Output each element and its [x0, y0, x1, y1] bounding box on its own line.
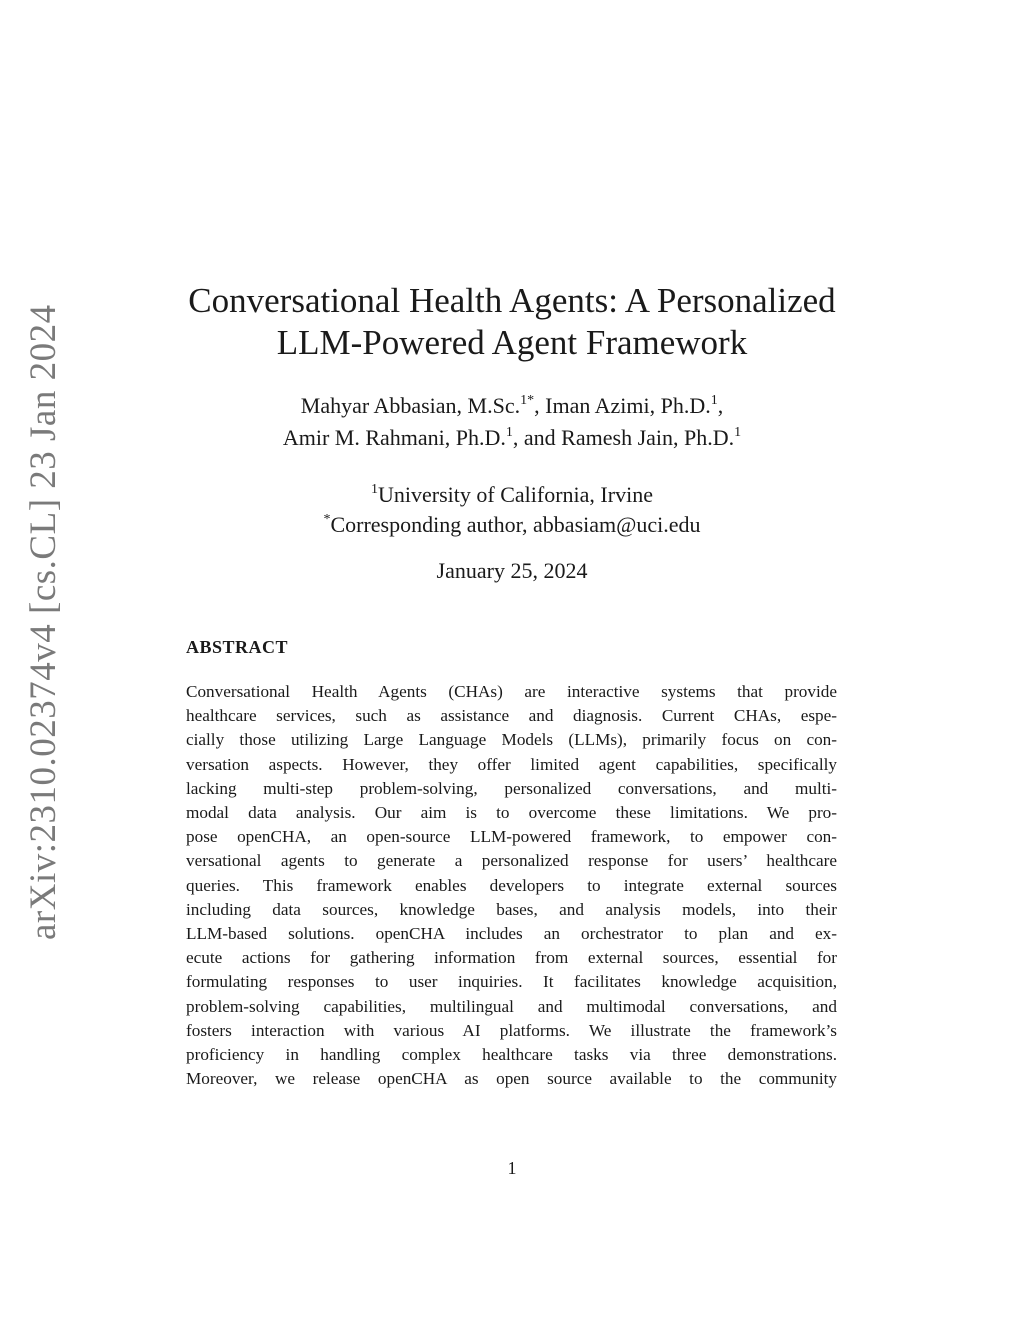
abstract-line: queries. This framework enables developers to integrate external sources: [186, 875, 837, 895]
publication-date: January 25, 2024: [436, 558, 588, 583]
author-line-1: [150, 390, 874, 422]
abstract-line: problem-solving capabilities, multilingual and multimodal conversations, and: [186, 996, 837, 1016]
abstract-line: lacking multi-step problem-solving, personalized conversations, and multi-: [186, 778, 837, 798]
abstract-line: LLM-based solutions. openCHA includes an orchestrator to plan and ex-: [186, 924, 837, 944]
title-line-2: LLM-Powered Agent Framework: [276, 323, 748, 362]
corresponding-author-text: Corresponding author, abbasiam@uci.edu: [330, 512, 701, 537]
abstract-line: proficiency in handling complex healthcare tasks via three demonstrations.: [186, 1045, 837, 1065]
affiliation-mark: 1: [371, 482, 379, 497]
author-line-2: [150, 422, 874, 454]
page-number: 1: [507, 1158, 517, 1178]
paper-title: [150, 280, 874, 364]
abstract-line: formulating responses to user inquiries. It facilitates knowledge acquisition,: [186, 972, 837, 992]
author-affiliation-mark: 1: [710, 393, 718, 408]
author-name: , and Ramesh Jain, Ph.D.: [512, 425, 735, 450]
abstract-line: cially those utilizing Large Language Models (LLMs), primarily focus on con-: [186, 730, 837, 750]
author-separator: ,: [717, 393, 724, 418]
author-affiliation-mark: 1: [734, 425, 742, 440]
abstract-line: pose openCHA, an open-source LLM-powered framework, to empower con-: [186, 827, 837, 847]
corresponding-mark: *: [323, 512, 331, 527]
abstract-line: versation aspects. However, they offer limited agent capabilities, specifically: [186, 754, 837, 774]
abstract-line: healthcare services, such as assistance and diagnosis. Current CHAs, espe-: [186, 706, 837, 726]
title-line-1: Conversational Health Agents: A Personalized: [188, 281, 836, 320]
abstract-line: versational agents to generate a personalized response for users’ healthcare: [186, 851, 837, 871]
abstract-line: including data sources, knowledge bases, and analysis models, into their: [186, 899, 837, 919]
affiliation-block: [150, 480, 874, 540]
affiliation-line: [150, 480, 874, 510]
abstract-line: ecute actions for gathering information from external sources, essential for: [186, 948, 837, 968]
corresponding-author-line: [150, 510, 874, 540]
author-list: [150, 390, 874, 454]
abstract-body: [186, 680, 837, 1091]
abstract-line: Moreover, we release openCHA as open source available to the community: [186, 1069, 837, 1089]
abstract-heading: ABSTRACT: [186, 637, 289, 657]
author-name: , Iman Azimi, Ph.D.: [534, 393, 711, 418]
author-name: Mahyar Abbasian, M.Sc.: [300, 393, 521, 418]
author-affiliation-mark: 1: [505, 425, 513, 440]
affiliation-text: University of California, Irvine: [378, 482, 653, 507]
author-affiliation-mark: 1*: [520, 393, 535, 408]
abstract-line: modal data analysis. Our aim is to overcome these limitations. We pro-: [186, 803, 837, 823]
abstract-line: Conversational Health Agents (CHAs) are interactive systems that provide: [186, 682, 837, 701]
arxiv-identifier: arXiv:2310.02374v4 [cs.CL] 23 Jan 2024: [23, 304, 64, 940]
abstract-line: fosters interaction with various AI platforms. We illustrate the framework’s: [186, 1020, 837, 1040]
author-name: Amir M. Rahmani, Ph.D.: [282, 425, 506, 450]
